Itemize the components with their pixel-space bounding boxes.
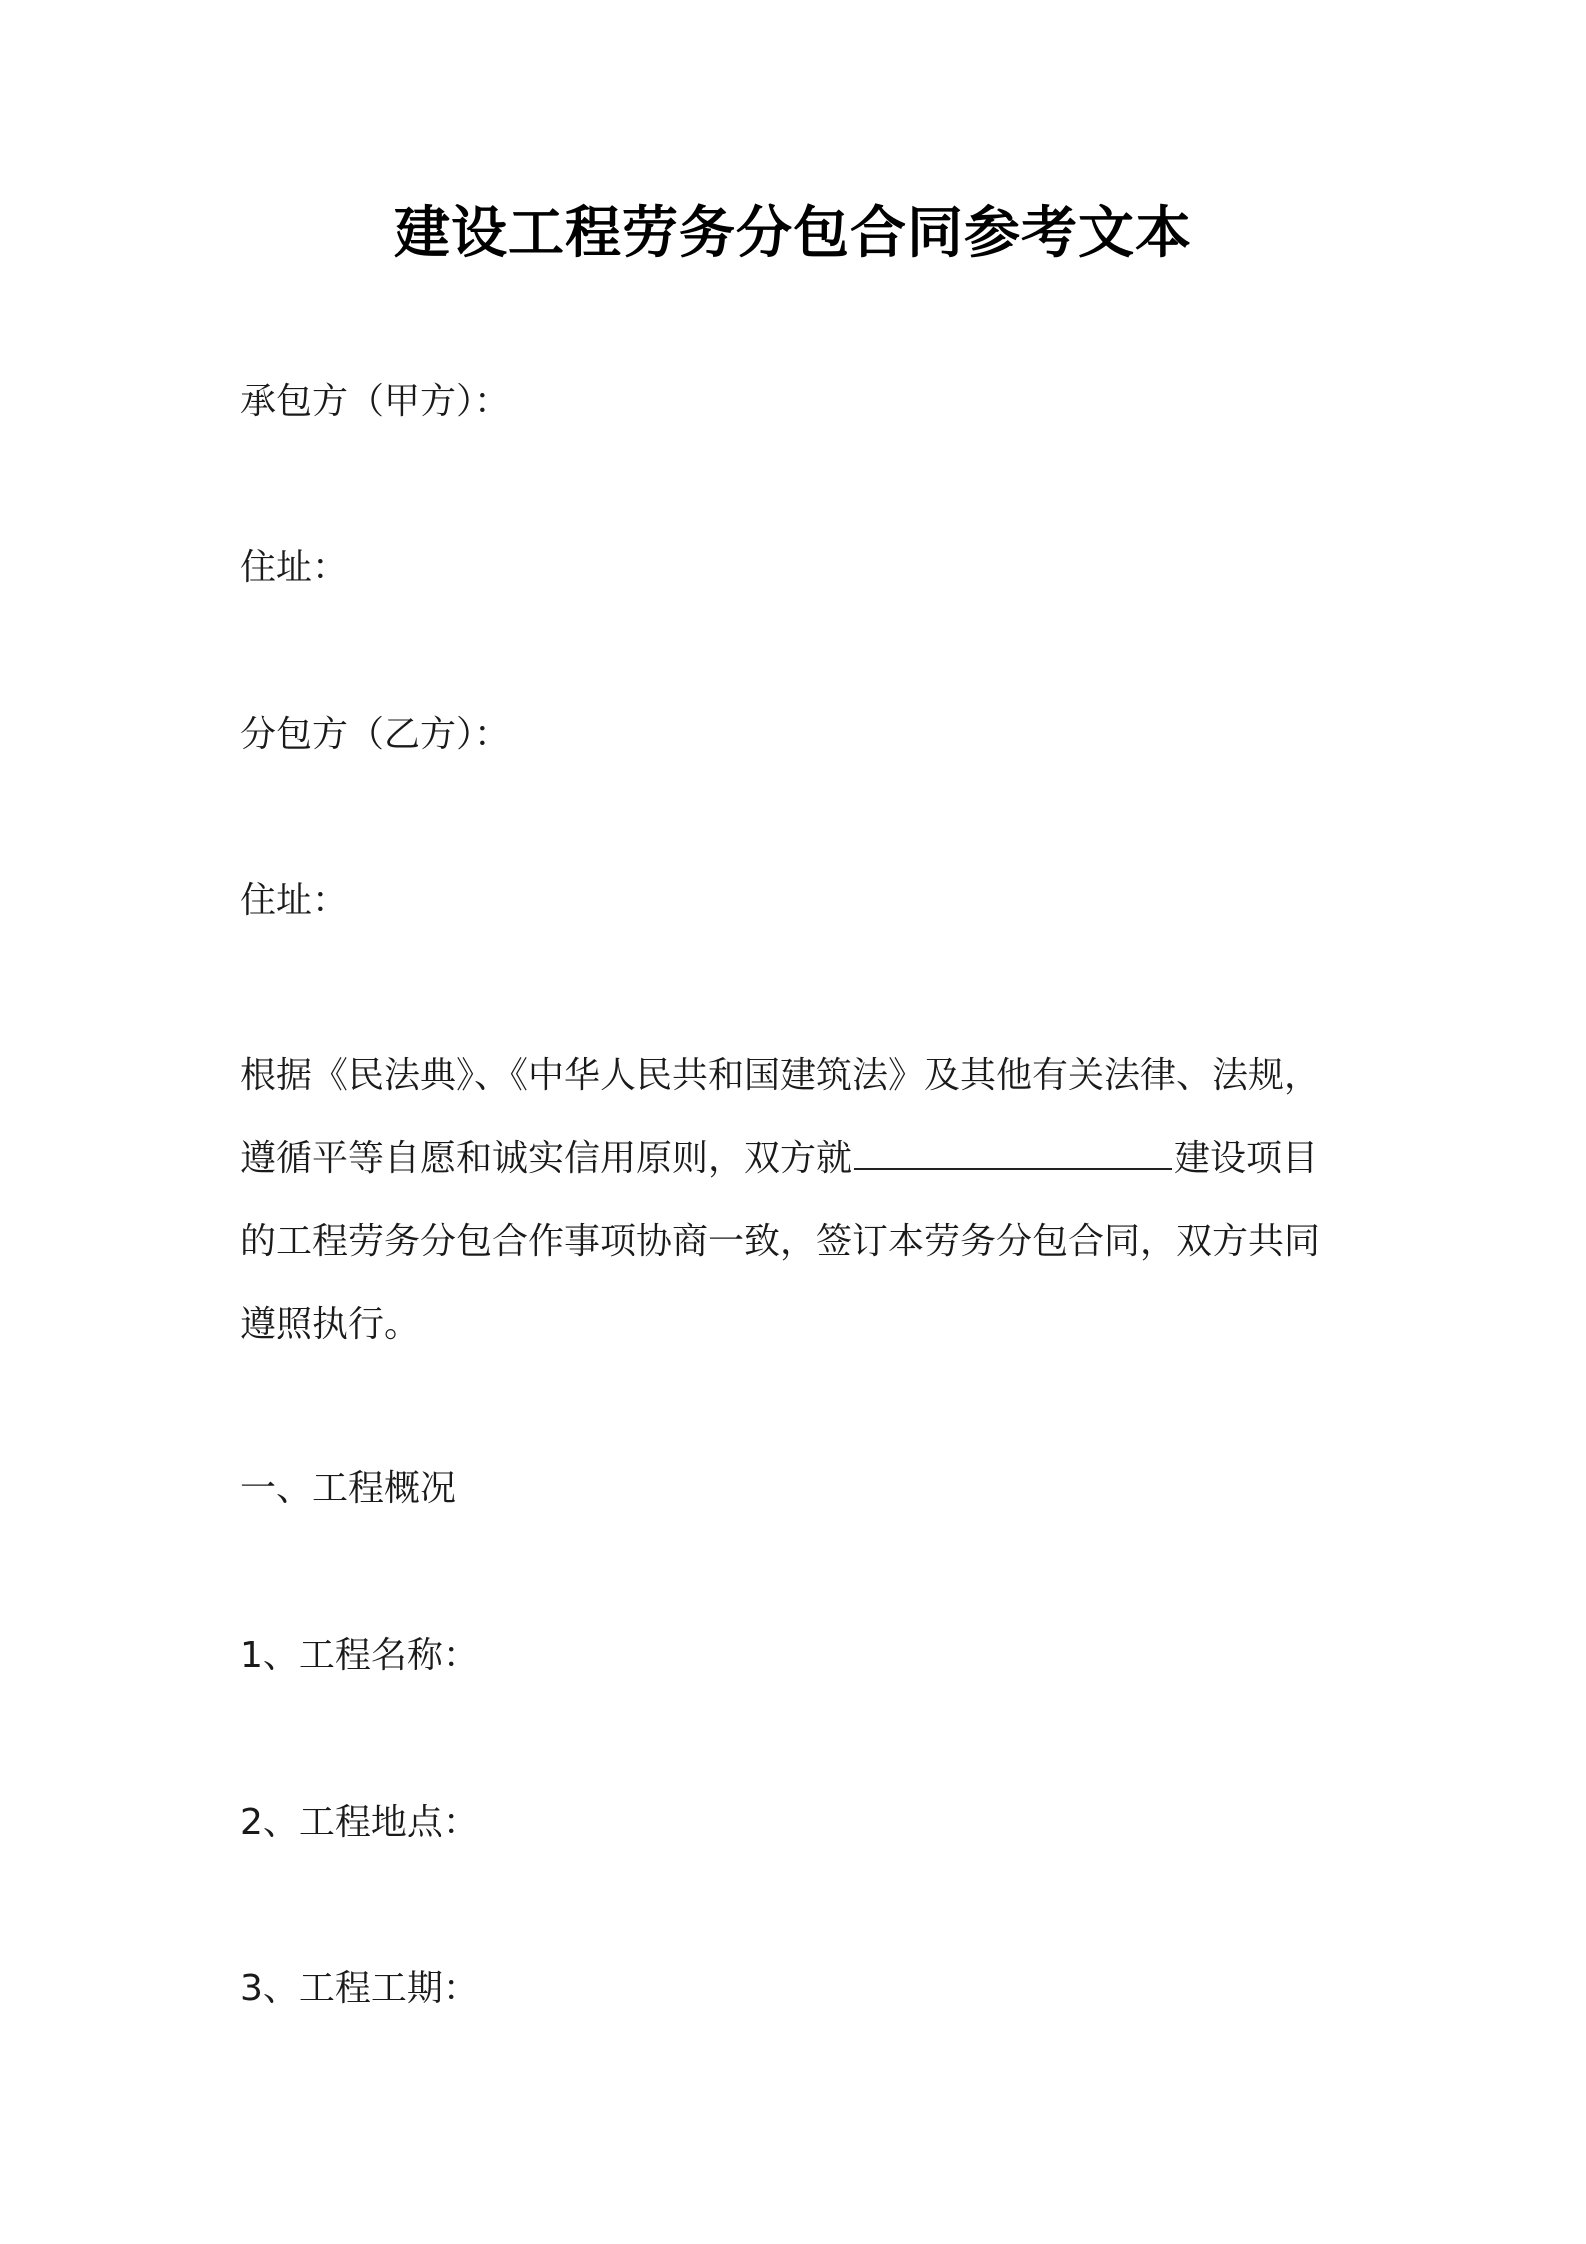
party-a-label: 承包方（甲方）： [240, 381, 511, 422]
preamble-line-1: 根据《民法典》、《中华人民共和国建筑法》及其他有关法律、法规， [240, 1055, 1321, 1096]
preamble-line-2-before: 遵循平等自愿和诚实信用原则，双方就 [240, 1138, 853, 1179]
section-1-heading: 一、工程概况 [240, 1468, 457, 1509]
item-project-location: 2、工程地点： [240, 1802, 479, 1843]
document-title: 建设工程劳务分包合同参考文本 [394, 201, 1192, 266]
party-b-address-label: 住址： [240, 880, 349, 921]
preamble-line-2-after: 建设项目 [1174, 1138, 1319, 1179]
item-project-duration: 3、工程工期： [240, 1968, 479, 2009]
party-a-address-label: 住址： [240, 547, 349, 588]
party-b-label: 分包方（乙方）： [240, 714, 511, 755]
project-name-blank [854, 1138, 1172, 1170]
preamble-line-4: 遵照执行。 [240, 1304, 421, 1345]
preamble-line-3: 的工程劳务分包合作事项协商一致，签订本劳务分包合同，双方共同 [240, 1221, 1321, 1262]
item-project-name: 1、工程名称： [240, 1635, 479, 1676]
preamble-line-2 [240, 1117, 1360, 1200]
preamble-paragraph [240, 1034, 1360, 1366]
